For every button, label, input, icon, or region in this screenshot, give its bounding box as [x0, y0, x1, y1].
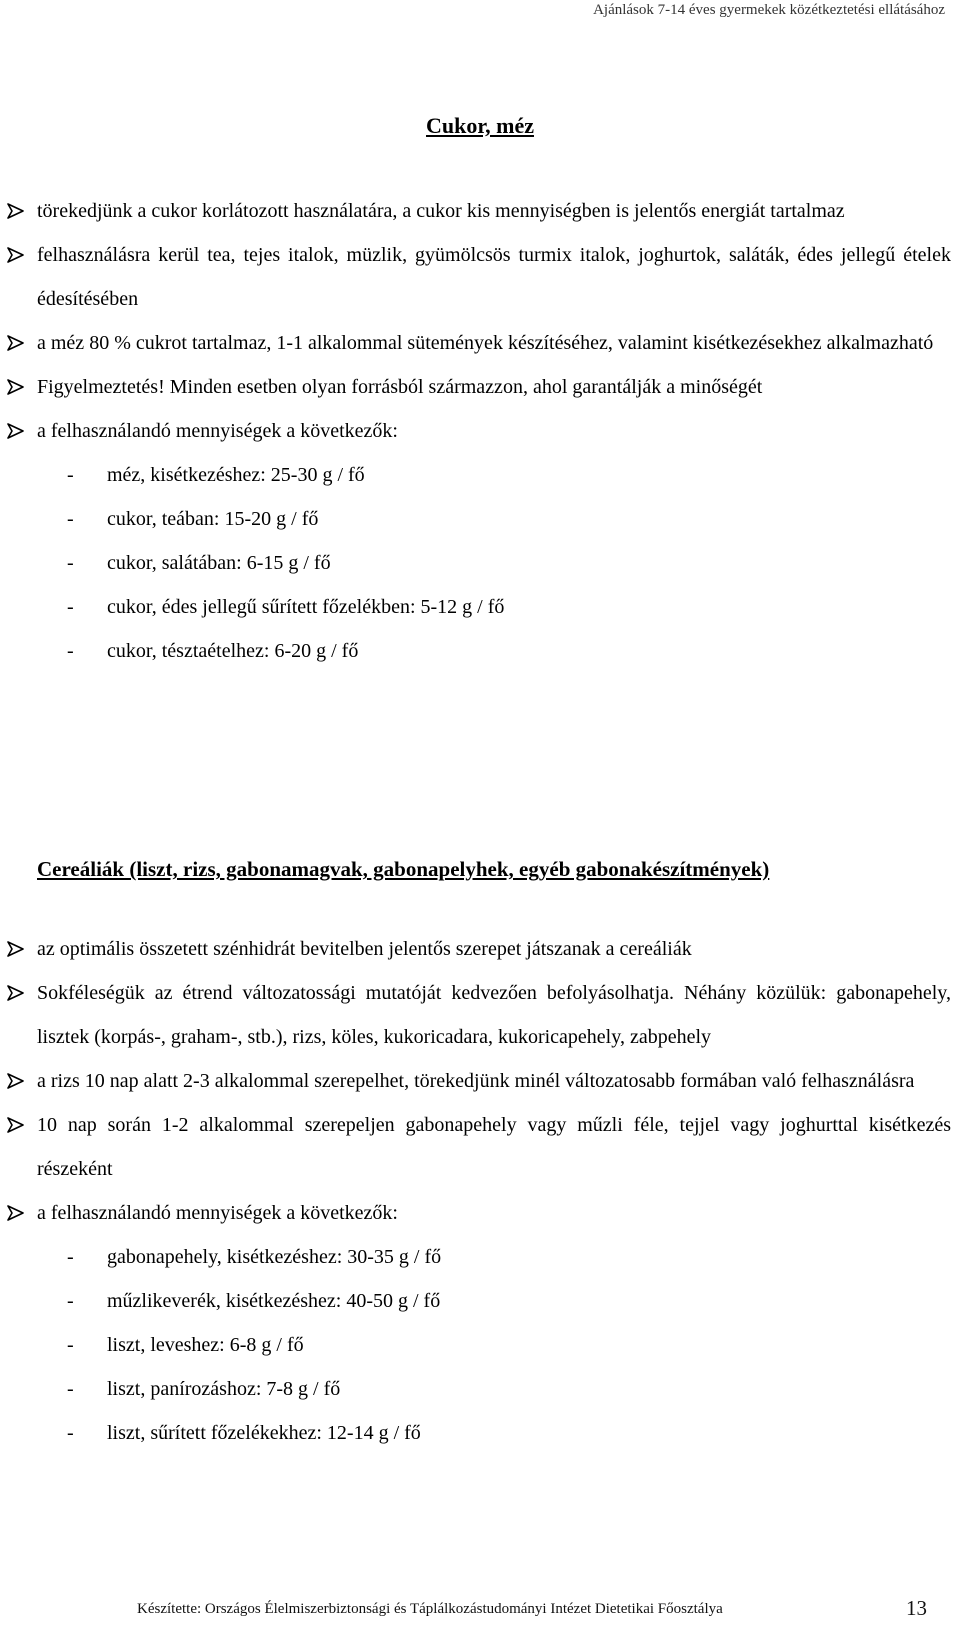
list-item-text: liszt, leveshez: 6-8 g / fő	[107, 1334, 304, 1356]
arrow-bullet-icon	[7, 379, 24, 395]
bullet-text: Sokféleségük az étrend változatossági mutatóját kedvezően befolyásolhatja. Néhány közülük: gabonapehely, lisztek (korpás-, graham-, stb.), rizs, köles, kukoricadara, kukoricapehely, zabpehely	[37, 982, 951, 1048]
list-item-text: cukor, édes jellegű sűrített főzelékben: 5-12 g / fő	[107, 596, 505, 618]
bullet-text: a méz 80 % cukrot tartalmaz, 1-1 alkalommal sütemények készítéséhez, valamint kisétkezésekhez alkalmazható	[37, 332, 934, 354]
bullet-text: a rizs 10 nap alatt 2-3 alkalommal szerepelhet, törekedjünk minél változatosabb formában való felhasználásra	[37, 1070, 915, 1092]
bullet-text: 10 nap során 1-2 alkalommal szerepeljen gabonapehely vagy műzli féle, tejjel vagy joghurttal kisétkezés részeként	[37, 1114, 951, 1180]
bullet-item	[0, 365, 951, 409]
list-item	[0, 1279, 960, 1323]
arrow-bullet-icon	[7, 941, 24, 957]
list-item-text: gabonapehely, kisétkezéshez: 30-35 g / fő	[107, 1246, 442, 1268]
section2-amount-list	[0, 1235, 960, 1455]
list-item	[0, 1235, 960, 1279]
bullet-text: felhasználásra kerül tea, tejes italok, müzlik, gyümölcsös turmix italok, joghurtok, saláták, édes jellegű ételek édesítésében	[37, 244, 951, 310]
arrow-bullet-icon	[7, 335, 24, 351]
bullet-item	[0, 409, 951, 453]
bullet-item	[0, 1059, 951, 1103]
bullet-item	[0, 1191, 951, 1235]
bullet-text: Figyelmeztetés! Minden esetben olyan forrásból származzon, ahol garantálják a minőségét	[37, 376, 763, 398]
bullet-item	[0, 1103, 951, 1191]
section-title-cereals: Cereáliák (liszt, rizs, gabonamagvak, gabonapelyhek, egyéb gabonakészítmények)	[37, 857, 770, 881]
list-item	[0, 497, 960, 541]
bullet-text: törekedjünk a cukor korlátozott használatára, a cukor kis mennyiségben is jelentős energiát tartalmaz	[37, 200, 845, 222]
bullet-item	[0, 971, 951, 1059]
list-item-text: cukor, teában: 15-20 g / fő	[107, 508, 319, 530]
list-item	[0, 1411, 960, 1455]
dash-marker: -	[67, 552, 74, 574]
dash-marker: -	[67, 1246, 74, 1268]
bullet-text: az optimális összetett szénhidrát bevitelben jelentős szerepet játszanak a cereáliák	[37, 938, 692, 960]
section2-bullet-list	[0, 927, 960, 1455]
arrow-bullet-icon	[7, 1205, 24, 1221]
section-title-sugar-honey: Cukor, méz	[426, 113, 534, 138]
page-footer: Készítette: Országos Élelmiszerbiztonsági és Táplálkozástudományi Intézet Dietetikai Főosztálya	[137, 1601, 723, 1617]
bullet-item	[0, 927, 951, 971]
page-number: 13	[906, 1596, 927, 1620]
arrow-bullet-icon	[7, 1073, 24, 1089]
bullet-item	[0, 233, 951, 321]
list-item	[0, 541, 960, 585]
bullet-text: a felhasználandó mennyiségek a következők:	[37, 1202, 398, 1224]
dash-marker: -	[67, 596, 74, 618]
list-item-text: cukor, salátában: 6-15 g / fő	[107, 552, 331, 574]
dash-marker: -	[67, 464, 74, 486]
bullet-item	[0, 321, 951, 365]
list-item-text: méz, kisétkezéshez: 25-30 g / fő	[107, 464, 365, 486]
list-item	[0, 1323, 960, 1367]
dash-marker: -	[67, 1422, 74, 1444]
arrow-bullet-icon	[7, 423, 24, 439]
arrow-bullet-icon	[7, 985, 24, 1001]
arrow-bullet-icon	[7, 247, 24, 263]
dash-marker: -	[67, 1378, 74, 1400]
bullet-item	[0, 189, 951, 233]
bullet-text: a felhasználandó mennyiségek a következők:	[37, 420, 398, 442]
list-item	[0, 453, 960, 497]
list-item-text: műzlikeverék, kisétkezéshez: 40-50 g / fő	[107, 1290, 441, 1312]
running-header: Ajánlások 7-14 éves gyermekek közétkeztetési ellátásához	[593, 2, 945, 18]
dash-marker: -	[67, 1290, 74, 1312]
section1-amount-list	[0, 453, 960, 673]
list-item	[0, 585, 960, 629]
arrow-bullet-icon	[7, 1117, 24, 1133]
dash-marker: -	[67, 1334, 74, 1356]
list-item-text: liszt, sűrített főzelékekhez: 12-14 g / fő	[107, 1422, 421, 1444]
dash-marker: -	[67, 640, 74, 662]
list-item-text: liszt, panírozáshoz: 7-8 g / fő	[107, 1378, 341, 1400]
dash-marker: -	[67, 508, 74, 530]
list-item	[0, 629, 960, 673]
list-item-text: cukor, tésztaételhez: 6-20 g / fő	[107, 640, 359, 662]
arrow-bullet-icon	[7, 203, 24, 219]
list-item	[0, 1367, 960, 1411]
section1-bullet-list	[0, 189, 960, 673]
